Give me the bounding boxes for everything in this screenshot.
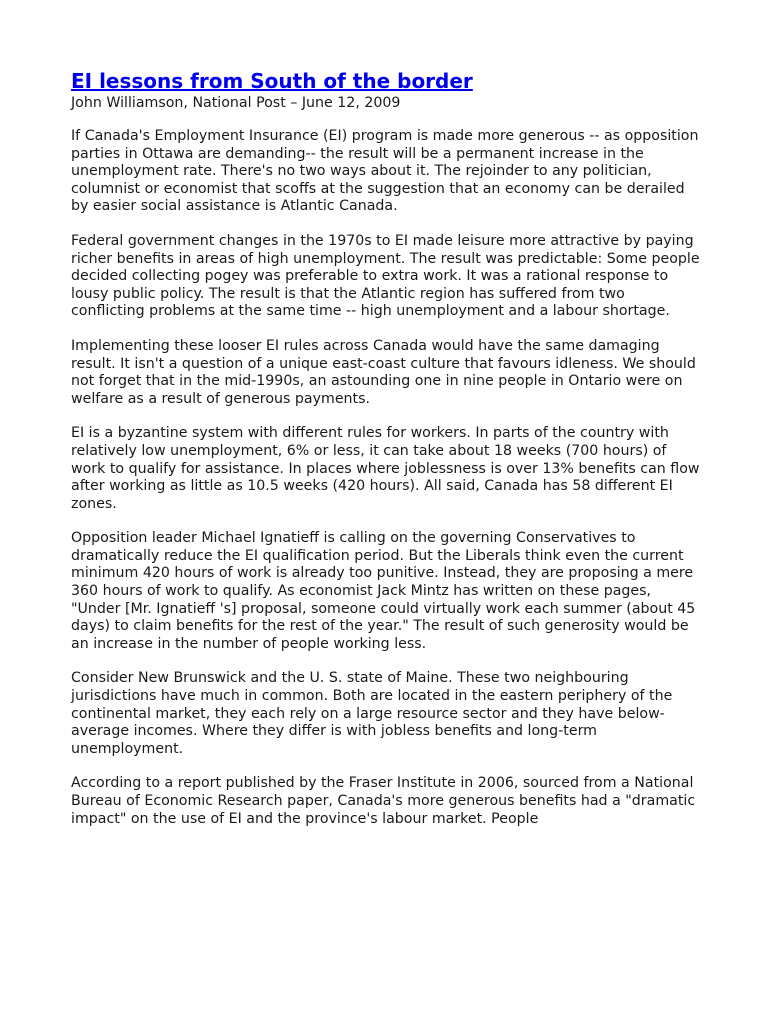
article-title-link[interactable]: EI lessons from South of the border xyxy=(71,69,473,93)
article-paragraph-1: If Canada's Employment Insurance (EI) program is made more generous -- as opposition parties in Ottawa are demanding-- the result will be a permanent increase in the unemployment rate. There's no two ways about it. The rejoinder to any politician, columnist or economist that scoffs at the suggestion that an economy can be derailed by easier social assistance is Atlantic Canada. xyxy=(71,128,699,215)
article-byline: John Williamson, National Post – June 12, 2009 xyxy=(71,95,401,111)
article-paragraph-2: Federal government changes in the 1970s to EI made leisure more attractive by paying richer benefits in areas of high unemployment. The result was predictable: Some people decided collecting pogey was preferable to extra work. It was a rational response to lousy public policy. The result is that the Atlantic region has suffered from two conflicting problems at the same time -- high unemployment and a labour shortage. xyxy=(71,232,700,320)
article-paragraph-6: Consider New Brunswick and the U. S. state of Maine. These two neighbouring jurisdictions have much in common. Both are located in the eastern periphery of the continental market, they each rely on a large resource sector and they have below-average incomes. Where they differ is with jobless benefits and long-term unemployment. xyxy=(71,670,673,757)
article-paragraph-7: According to a report published by the Fraser Institute in 2006, sourced from a National Bureau of Economic Research paper, Canada's more generous benefits had a "dramatic impact" on the use of EI and the province's labour market. People xyxy=(71,775,696,827)
article-paragraph-3: Implementing these looser EI rules across Canada would have the same damaging result. It isn't a question of a unique east-coast culture that favours idleness. We should not forget that in the mid-1990s, an astounding one in nine people in Ontario were on welfare as a result of generous payments. xyxy=(71,337,696,407)
article-paragraph-4: EI is a byzantine system with different rules for workers. In parts of the country with relatively low unemployment, 6% or less, it can take about 18 weeks (700 hours) of work to qualify for assistance. In places where joblessness is over 13% benefits can flow after working as little as 10.5 weeks (420 hours). All said, Canada has 58 different EI zones. xyxy=(71,425,700,512)
article-paragraph-5: Opposition leader Michael Ignatieff is calling on the governing Conservatives to dramatically reduce the EI qualification period. But the Liberals think even the current minimum 420 hours of work is already too punitive. Instead, they are proposing a mere 360 hours of work to qualify. As economist Jack Mintz has written on these pages, "Under [Mr. Ignatieff 's] proposal, someone could virtually work each summer (about 45 days) to claim benefits for the rest of the year." The result of such generosity would be an increase in the number of people working less. xyxy=(71,530,696,652)
article xyxy=(71,68,701,845)
